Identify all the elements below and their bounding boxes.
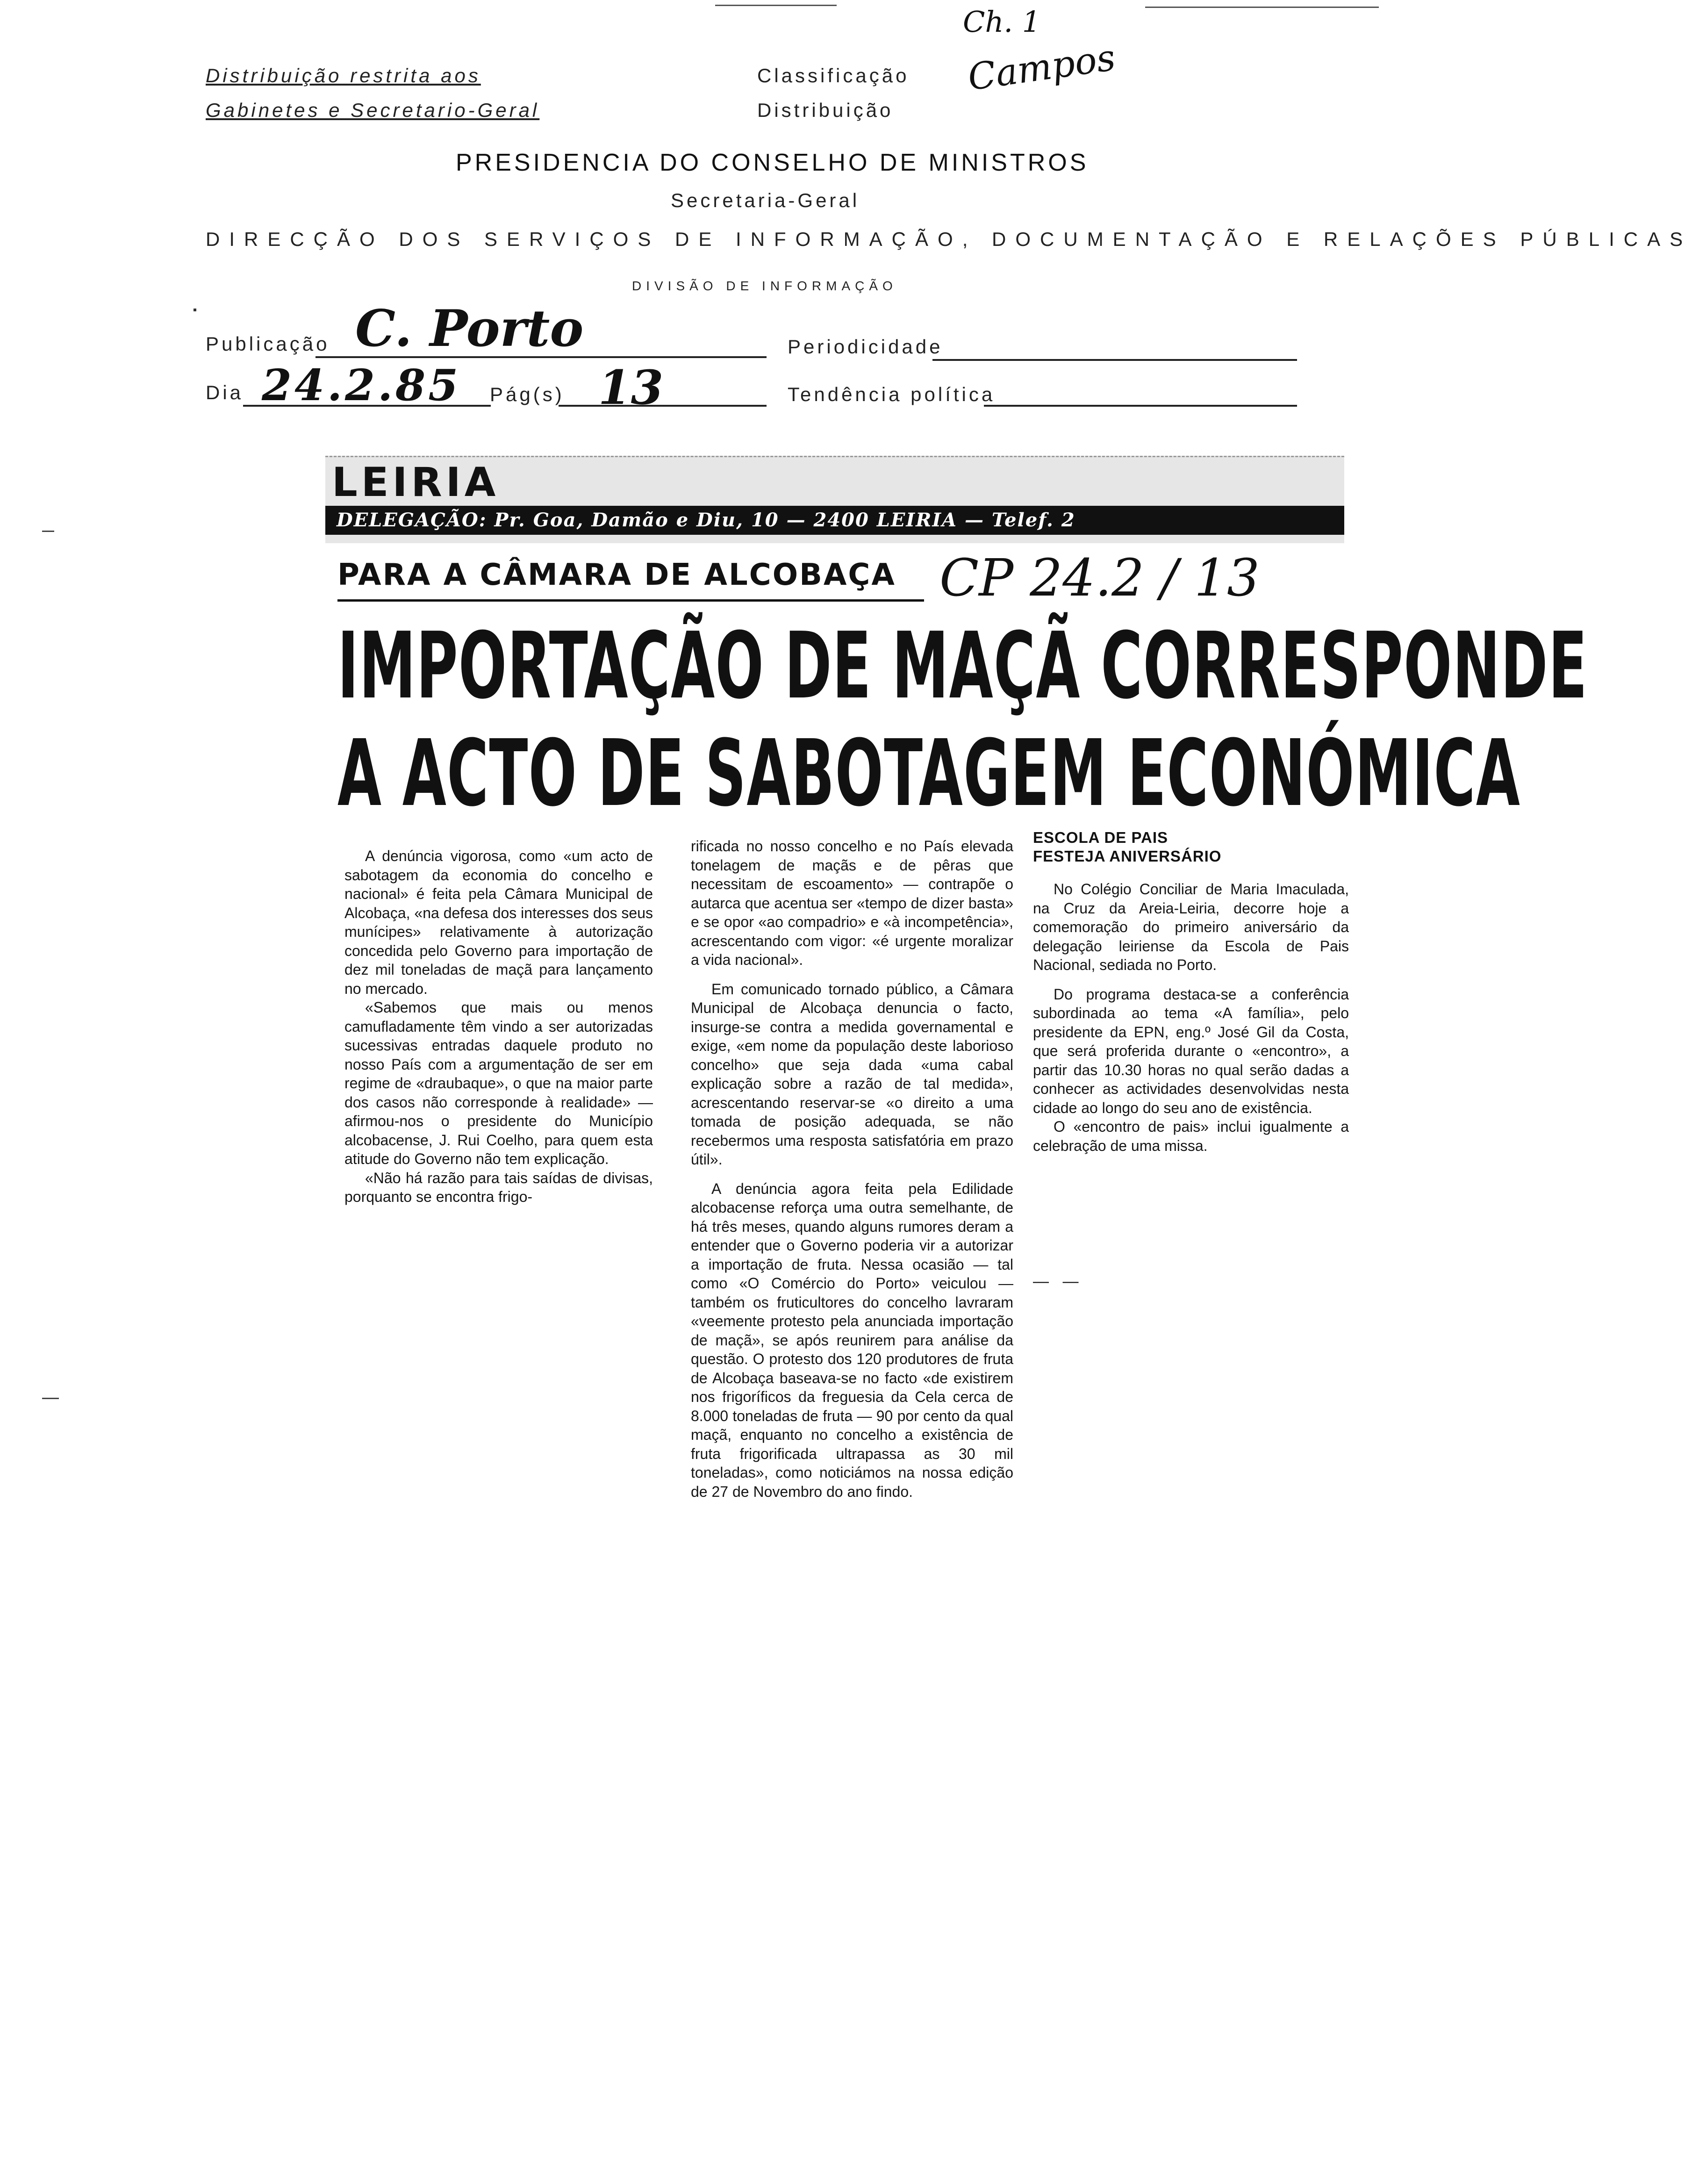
section-strip [325, 506, 1344, 535]
column-1-paragraph: «Não há razão para tais saídas de divisas, porquanto se encontra frigo- [344, 1169, 653, 1205]
handwritten-reference: CP 24.2 / 13 [939, 548, 1260, 608]
headline-line-1: IMPORTAÇÃO DE MAÇÃ CORRESPONDE [337, 613, 1588, 719]
directorate-title: DIRECÇÃO DOS SERVIÇOS DE INFORMAÇÃO, DOCUMENTAÇÃO E RELAÇÕES PÚBLICAS [206, 228, 1692, 250]
kicker-underline [337, 599, 924, 602]
column-3-paragraph: No Colégio Conciliar de Maria Imaculada, na Cruz da Areia-Leiria, decorre hoje a comemoração do primeiro aniversário da delegação leiriense da Escola de Pais Nacional, sediada no Porto. [1033, 881, 1349, 973]
article-column-3 [1033, 880, 1349, 1155]
institution-title: PRESIDENCIA DO CONSELHO DE MINISTROS [456, 149, 1089, 176]
handwritten-corner-note: Ch. 1 [963, 5, 1041, 39]
column-2-paragraph: rificada no nosso concelho e no País elevada tonelagem de maçãs e de pêras que necessitam de escoamento» — contrapõe o autarca que acentua ser «tempo de dizer basta» e se opor «ao compadrio» e «à incompetência», acrescentando com vigor: «é urgente moralizar a vida nacional». [691, 838, 1013, 968]
column-2-paragraph: Em comunicado tornado público, a Câmara Municipal de Alcobaça denuncia o facto, insurge-se contra a medida governamental e exige, «em nome da população deste laborioso concelho» que seja dada «uma cabal explicação sobre a razão de tal medida», acrescentando reservar-se «o direito a uma tomada de posição adequada, se não recebermos uma resposta satisfatória em prazo útil». [691, 980, 1013, 1168]
tendency-rule [984, 405, 1297, 407]
scan-margin-mark [42, 531, 54, 532]
section-banner [325, 456, 1344, 543]
article-column-2 [691, 837, 1013, 1501]
scan-margin-mark [194, 309, 196, 311]
distribution-line-1: Distribuição restrita aos [206, 65, 481, 86]
handwritten-scribble: Campos [965, 36, 1118, 99]
pages-label: Pág(s) [490, 383, 565, 405]
article-kicker: PARA A CÂMARA DE ALCOBAÇA [337, 558, 896, 592]
publication-label: Publicação [206, 333, 330, 355]
distribution-line-2: Gabinetes e Secretario-Geral [206, 99, 540, 121]
periodicity-rule [932, 359, 1297, 361]
column-1-paragraph: «Sabemos que mais ou menos camufladamente têm vindo a ser autorizadas sucessivas entradas daquele produto no nosso País com a argumentação de ser em regime de «draubaque», o que na maior parte dos casos não corresponde à realidade» — afirmou-nos o presidente do Município alcobacense, J. Rui Coelho, para quem esta atitude do Governo não tem explicação. [344, 999, 653, 1167]
section-strip-text: DELEGAÇÃO: Pr. Goa, Damão e Diu, 10 — 2400 LEIRIA — Telef. 2 [337, 509, 1075, 531]
division-title: DIVISÃO DE INFORMAÇÃO [632, 279, 897, 293]
distribution-label: Distribuição [757, 99, 894, 121]
headline-line-2: A ACTO DE SABOTAGEM ECONÓMICA [337, 720, 1521, 827]
day-value: 24.2.85 [262, 360, 461, 410]
column-3-paragraph: O «encontro de pais» inclui igualmente a celebração de uma missa. [1033, 1118, 1349, 1154]
column-1-paragraph: A denúncia vigorosa, como «um acto de sabotagem da economia do concelho e nacional» é feita pela Câmara Municipal de Alcobaça, «na defesa dos interesses dos seus munícipes» relativamente à autorização concedida pelo Governo para importação de dez mil toneladas de maçã para lançamento no mercado. [344, 848, 653, 997]
column-3-paragraph: Do programa destaca-se a conferência subordinada ao tema «A família», pelo presidente da EPN, eng.º José Gil da Costa, que será proferida durante o «encontro», a partir das 10.30 horas no qual serão dadas a conhecer as actividades desenvolvidas nesta cidade ao longo do seu ano de existência. [1033, 985, 1349, 1116]
sidebar-subhead-line-1: ESCOLA DE PAIS [1033, 829, 1169, 846]
scan-edge-line [1145, 7, 1379, 8]
periodicity-label: Periodicidade [788, 336, 943, 358]
scan-edge-line [715, 5, 837, 6]
article-column-1 [344, 847, 653, 1207]
sidebar-subhead-line-2: FESTEJA ANIVERSÁRIO [1033, 848, 1222, 865]
secretariat-title: Secretaria-Geral [671, 189, 860, 211]
article-end-mark: — — [1033, 1272, 1083, 1290]
section-title: LEIRIA [332, 459, 500, 506]
column-2-paragraph: A denúncia agora feita pela Edilidade alcobacense reforça uma outra semelhante, de há três meses, quando alguns rumores deram a entender que o Governo poderia vir a autorizar a importação de fruta. Nessa ocasião — tal como «O Comércio do Porto» veiculou — também os fruticultores do concelho lavraram «veemente protesto pela anunciada importação de maçã», se após reunirem para análise da questão. O protesto dos 120 produtores de fruta de Alcobaça baseava-se no facto «de existirem nos frigoríficos da freguesia da Cela cerca de 8.000 toneladas de fruta — 90 por cento da qual maçã, enquanto no concelho a existência de fruta frigorificada ultrapassa as 30 mil toneladas», como noticiámos na nossa edição de 27 de Novembro do ano findo. [691, 1180, 1013, 1500]
day-label: Dia [206, 381, 244, 403]
classification-label: Classificação [757, 65, 910, 86]
pages-value: 13 [598, 360, 664, 415]
scan-margin-mark [42, 1398, 59, 1399]
tendency-label: Tendência política [788, 383, 996, 405]
publication-value: C. Porto [355, 299, 584, 358]
